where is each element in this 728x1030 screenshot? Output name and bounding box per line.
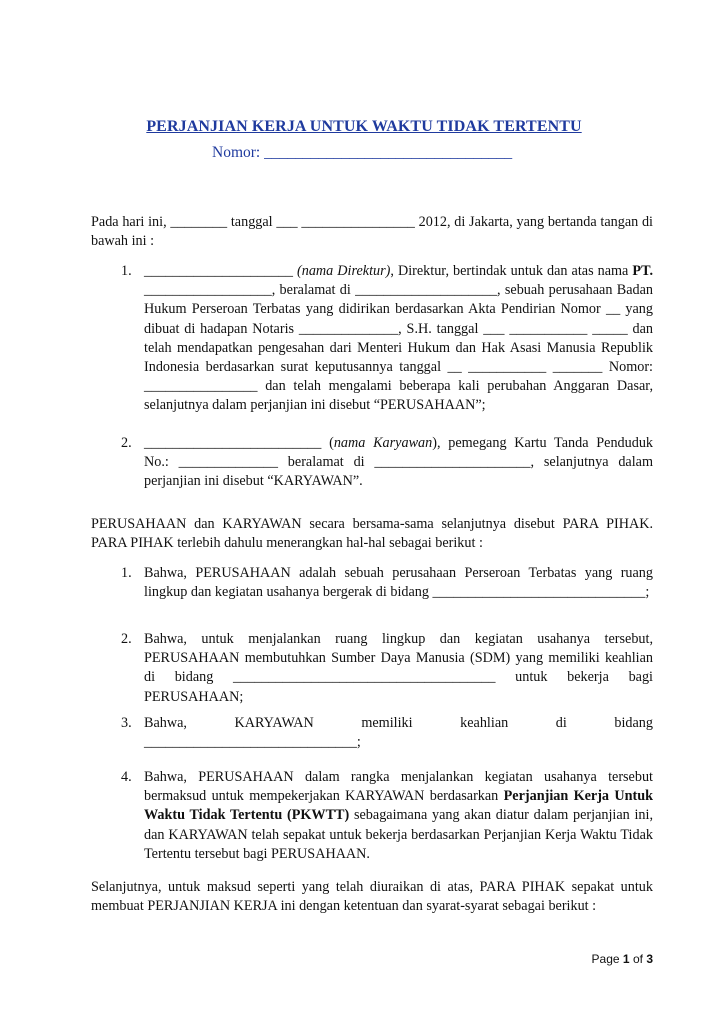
agreement-type: Perjanjian Kerja Untuk Waktu Tidak Tertentu (PKWTT) bbox=[144, 788, 653, 824]
recital-text: Bahwa, PERUSAHAAN dalam rangka menjalankan kegiatan usahanya tersebut bermaksud untuk mempekerjakan KARYAWAN berdasarkan bbox=[144, 769, 653, 805]
recitals-list-3 bbox=[91, 714, 653, 752]
list-item bbox=[91, 630, 653, 707]
party-text-cont: __________________, beralamat di ____________________, sebuah perusahaan Badan Hukum Perseroan Terbatas yang didirikan berdasarkan Akta Pendirian Nomor __ yang dibuat di hadapan Notaris ______________, S.H. tanggal ___ ___________ _____ dan telah mendapatkan pengesahan dari Menteri Hukum dan Hak Asasi Manusia Republik Indonesia berdasarkan surat keputusannya tanggal __ ___________ _______ Nomor: ________________ dan telah mengalami beberapa kali perubahan Anggaran Dasar, selanjutnya dalam perjanjian ini disebut “PERUSAHAAN”; bbox=[144, 282, 653, 414]
role-label: (nama Direktur) bbox=[297, 263, 391, 279]
document-title: PERJANJIAN KERJA UNTUK WAKTU TIDAK TERTENTU bbox=[146, 118, 582, 135]
closing-paragraph: Selanjutnya, untuk maksud seperti yang telah diuraikan di atas, PARA PIHAK sepakat untuk membuat PERJANJIAN KERJA ini dengan ketentuan dan syarat-syarat sebagai berikut : bbox=[91, 879, 653, 915]
party-text: ), pemegang Kartu Tanda Penduduk No.: ______________ beralamat di ______________________, selanjutnya dalam perjanjian ini disebut “KARYAWAN”. bbox=[144, 435, 654, 490]
parties-list-2 bbox=[91, 434, 653, 492]
recital-text-cont: sebagaimana yang akan diatur dalam perjanjian ini, dan KARYAWAN telah sepakat untuk bekerja berdasarkan Perjanjian Kerja Waktu Tidak Tertentu tersebut bagi PERUSAHAAN. bbox=[144, 807, 653, 862]
page-of: of bbox=[632, 952, 643, 966]
recital-text: Bahwa, KARYAWAN memiliki keahlian di bidang ______________________________; bbox=[144, 715, 653, 751]
page-footer bbox=[592, 952, 653, 966]
list-number: 2. bbox=[121, 631, 132, 647]
parties-list bbox=[91, 262, 653, 416]
role-label: nama Karyawan bbox=[333, 435, 433, 451]
intro-paragraph: Pada hari ini, ________ tanggal ___ ________________ 2012, di Jakarta, yang bertanda tangan di bawah ini : bbox=[91, 214, 653, 250]
list-item bbox=[91, 564, 653, 602]
list-number: 4. bbox=[121, 769, 132, 785]
parties-paragraph: PERUSAHAAN dan KARYAWAN secara bersama-sama selanjutnya disebut PARA PIHAK. PARA PIHAK terlebih dahulu menerangkan hal-hal sebagai berikut : bbox=[91, 516, 653, 552]
recitals-list-4 bbox=[91, 768, 653, 864]
recitals-list bbox=[91, 564, 653, 602]
list-item bbox=[91, 262, 653, 416]
page-label: Page bbox=[591, 952, 620, 966]
paren-open: ( bbox=[329, 435, 334, 451]
recital-text: Bahwa, untuk menjalankan ruang lingkup dan kegiatan usahanya tersebut, PERUSAHAAN membutuhkan Sumber Daya Manusia (SDM) yang memiliki keahlian di bidang _____________________________________ untuk bekerja bagi PERUSAHAAN; bbox=[144, 631, 653, 705]
party-text: , Direktur, bertindak untuk dan atas nama bbox=[390, 263, 629, 279]
page-total: 3 bbox=[646, 952, 653, 966]
list-item bbox=[91, 434, 653, 492]
list-number: 1. bbox=[121, 565, 132, 581]
list-number: 3. bbox=[121, 715, 132, 731]
list-number: 2. bbox=[121, 435, 132, 451]
list-number: 1. bbox=[121, 263, 132, 279]
recital-text: Bahwa, PERUSAHAAN adalah sebuah perusahaan Perseroan Terbatas yang ruang lingkup dan kegiatan usahanya bergerak di bidang ______________________________; bbox=[144, 565, 653, 601]
blank-field: _____________________ bbox=[144, 263, 293, 279]
list-item bbox=[91, 714, 653, 752]
blank-field: _________________________ bbox=[144, 435, 322, 451]
document-number: Nomor: ________________________________ bbox=[212, 144, 513, 161]
company-label: PT. bbox=[632, 263, 654, 279]
page-number: 1 bbox=[622, 952, 630, 966]
recitals-list-2 bbox=[91, 630, 653, 707]
list-item bbox=[91, 768, 653, 864]
